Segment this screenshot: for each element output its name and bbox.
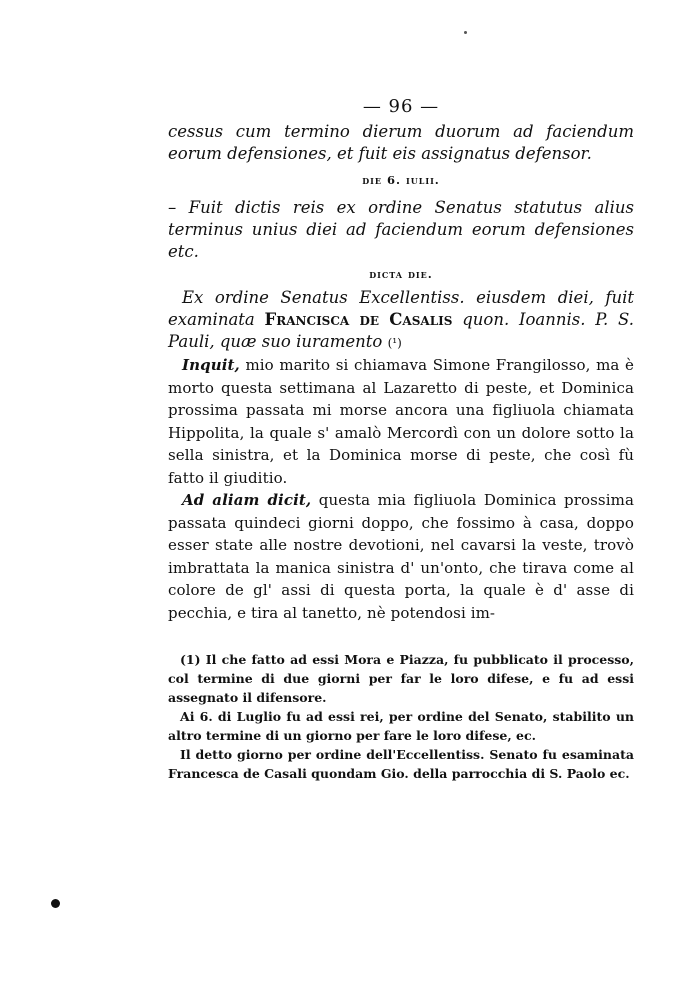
paragraph-text: mio marito si chiamava Simone Frangilosso, ma è morto questa settimana al Lazaretto di peste, et Dominica prossima passata mi morse ancora una figliuola chiamata Hippolita, la quale s' amalò Mercordì con un dolore sotto la sella sinistra, et la Dominica morse di peste, che così fù fatto il giuditio. (168, 356, 634, 487)
footnote-2: Ai 6. di Luglio fu ad essi rei, per ordine del Senato, stabilito un altro termine di un giorno per fare le loro difese, ec. (168, 709, 634, 743)
witness-name: Francisca de Casalis (264, 310, 453, 329)
latin-continuation: cessus cum termino dierum duorum ad faciendum eorum defensiones, et fuit eis assignatus defensor. (168, 122, 634, 163)
ink-blot (51, 899, 60, 908)
footnotes (168, 650, 634, 783)
paper-speck (464, 31, 467, 34)
footnote-1: (1) Il che fatto ad essi Mora e Piazza, fu pubblicato il processo, col termine di due giorni per far le loro difese, e fu ad essi assegnato il difensore. (168, 652, 634, 705)
paragraph-lead: Inquit, (182, 356, 240, 374)
latin-examination (168, 287, 634, 354)
book-page (168, 96, 634, 783)
paragraph-text: questa mia figliuola Dominica prossima passata quindeci giorni doppo, che fossimo à casa, doppo esser state alle nostre devotioni, nel cavarsi la veste, trovò imbrattata la manica sinistra d' un'onto, che tirava come al colore de gl' assi di questa porta, la quale è d' asse di pecchia, e tira al tanetto, nè potendosi im- (168, 491, 634, 622)
footnote-reference: (¹) (387, 336, 402, 350)
examination-end: quon. Ioannis. P. S. Pauli, quæ suo iuramento (168, 310, 635, 351)
testimony-paragraph-2 (168, 489, 634, 624)
latin-second-term: – Fuit dictis reis ex ordine Senatus statutus alius terminus unius diei ad faciendum eorum defensiones etc. (168, 198, 634, 261)
footnote-3: Il detto giorno per ordine dell'Eccellentiss. Senato fu esaminata Francesca de Casali quondam Gio. della parrocchia di S. Paolo ec. (168, 747, 634, 781)
page-number: — 96 — (362, 96, 440, 117)
examination-intro: Ex ordine Senatus Excellentiss. eiusdem diei, fuit examinata (168, 288, 634, 329)
date-heading-same-day: dicta die. (369, 267, 433, 281)
testimony-paragraph-1 (168, 354, 634, 489)
date-heading-july-6: die 6. iulii. (362, 173, 440, 187)
paragraph-lead: Ad aliam dicit, (182, 491, 312, 509)
